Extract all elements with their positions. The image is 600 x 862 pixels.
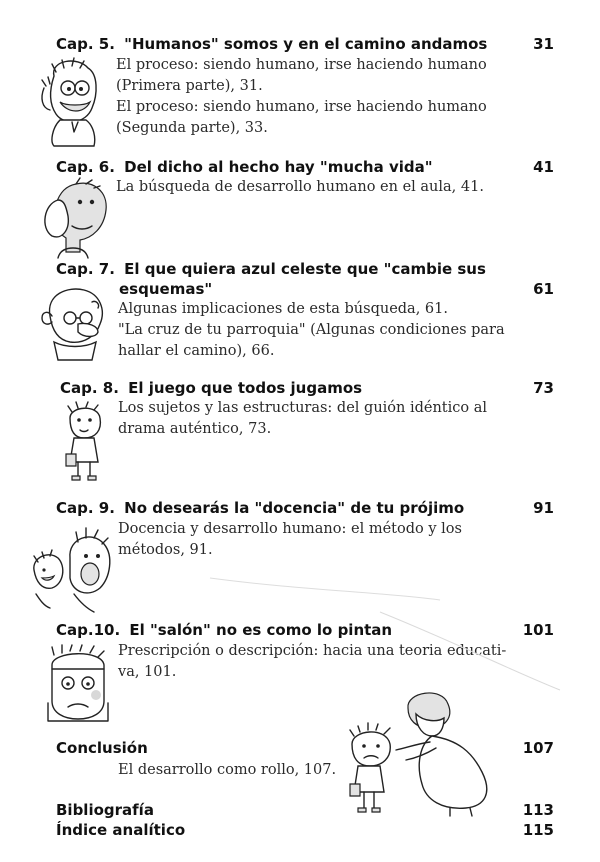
chapter-8-entry: drama auténtico, 73. — [118, 421, 272, 437]
chapter-5-entry: El proceso: siendo humano, irse haciendo humano — [116, 99, 487, 115]
chapter-6-label: Cap. 6. — [56, 158, 115, 176]
chapter-5-entry: (Primera parte), 31. — [116, 78, 263, 94]
chapter-10-label: Cap.10. — [56, 621, 121, 639]
chapter-8-label: Cap. 8. — [60, 379, 119, 397]
chapter-10-entry: va, 101. — [118, 664, 177, 680]
chapter-6-page: 41 — [533, 158, 554, 176]
chapter-5-label: Cap. 5. — [56, 35, 115, 53]
conclusion-heading: Conclusión — [56, 739, 148, 757]
chapter-9-entry: Docencia y desarrollo humano: el método y los — [118, 521, 462, 537]
chapter-10-title: El "salón" no es como lo pintan — [129, 621, 393, 639]
chapter-5-title: "Humanos" somos y en el camino andamos — [124, 35, 488, 53]
chapter-9-entry: métodos, 91. — [118, 542, 213, 558]
chapter-5-entry: (Segunda parte), 33. — [116, 120, 268, 136]
chapter-7-entry: hallar el camino), 66. — [118, 343, 275, 359]
chapter-9-title: No desearás la "docencia" de tu prójimo — [124, 499, 465, 517]
bibliography-heading: Bibliografía — [56, 801, 154, 819]
chapter-6-title: Del dicho al hecho hay "mucha vida" — [124, 158, 433, 176]
index-page: 115 — [522, 821, 554, 839]
conclusion-page: 107 — [522, 739, 554, 757]
chapter-7-label: Cap. 7. — [56, 260, 115, 278]
chapter-7-page: 61 — [533, 280, 554, 298]
chapter-5-entry: El proceso: siendo humano, irse haciendo humano — [116, 57, 487, 73]
chapter-10-page: 101 — [522, 621, 554, 639]
chapter-7-title-line1: El que quiera azul celeste que "cambie sus — [124, 260, 486, 278]
chapter-10-entry: Prescripción o descripción: hacia una teoria educati- — [118, 643, 507, 659]
index-heading: Índice analítico — [56, 821, 186, 839]
bibliography-page: 113 — [522, 801, 554, 819]
chapter-7-entry: Algunas implicaciones de esta búsqueda, 61. — [118, 301, 448, 317]
chapter-7-title-line2: esquemas" — [119, 280, 213, 298]
chapter-9-label: Cap. 9. — [56, 499, 115, 517]
chapter-9-page: 91 — [533, 499, 554, 517]
chapter-8-title: El juego que todos jugamos — [128, 379, 363, 397]
chapter-5-page: 31 — [533, 35, 554, 53]
chapter-6-entry: La búsqueda de desarrollo humano en el aula, 41. — [116, 179, 484, 195]
chapter-8-entry: Los sujetos y las estructuras: del guión idéntico al — [118, 400, 488, 416]
chapter-7-entry: "La cruz de tu parroquia" (Algunas condiciones para — [118, 322, 505, 338]
chapter-8-page: 73 — [533, 379, 554, 397]
conclusion-entry: El desarrollo como rollo, 107. — [118, 762, 337, 778]
